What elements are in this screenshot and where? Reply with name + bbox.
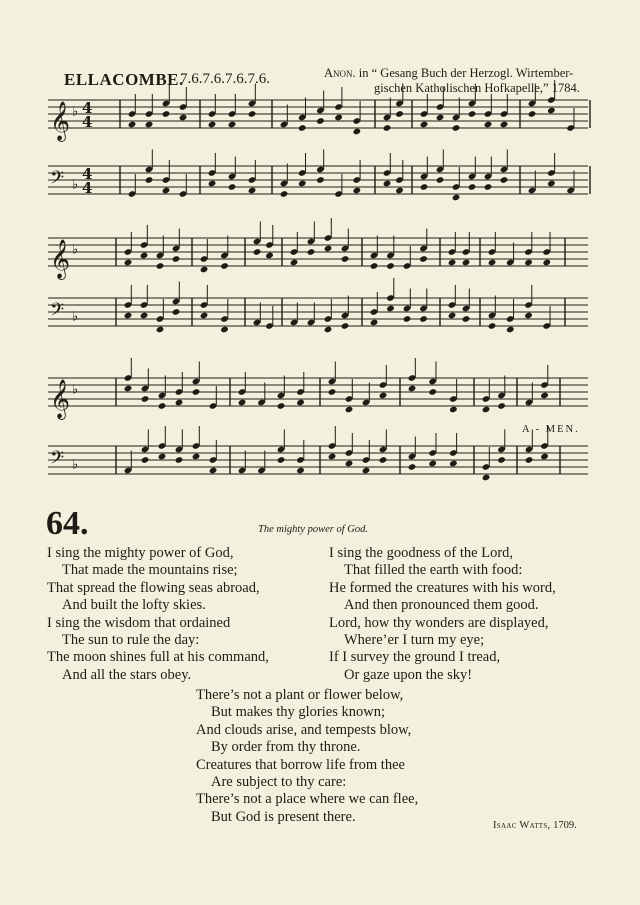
note-head	[316, 117, 325, 125]
note-head	[124, 259, 133, 267]
hymn-number: 64.	[46, 505, 89, 542]
treble-clef: 𝄞	[50, 379, 71, 419]
note-head	[370, 319, 379, 327]
attribution-line2: gischen Katholischen Hofkapelle,” 1784.	[374, 81, 580, 95]
note-head	[124, 312, 133, 320]
stanza-1	[47, 545, 269, 684]
note-head	[128, 121, 137, 129]
note-head	[290, 259, 299, 267]
hymn-author	[493, 820, 577, 831]
note-head	[307, 248, 316, 256]
note-head	[140, 252, 149, 260]
note-head	[482, 406, 491, 414]
note-head	[408, 463, 417, 471]
note-head	[228, 183, 237, 191]
tune-name: ELLACOMBE.	[64, 70, 184, 89]
note-head	[208, 121, 217, 129]
attribution-prefix: Anon.	[324, 66, 356, 80]
note-head	[208, 180, 217, 188]
note-head	[528, 110, 537, 118]
note-head	[298, 124, 307, 132]
author-name: Isaac Watts,	[493, 820, 551, 831]
note-head	[420, 121, 429, 129]
note-head	[436, 114, 445, 122]
time-signature: 4	[82, 179, 93, 197]
amen-text: A - MEN.	[522, 424, 580, 435]
bass-clef: 𝄢	[50, 168, 65, 193]
flat-sign: ♭	[72, 104, 79, 120]
note-head	[524, 259, 533, 267]
note-head	[175, 399, 184, 407]
note-head	[352, 128, 361, 136]
time-signature: 4	[82, 99, 93, 117]
verse-line: But God is present there.	[211, 808, 356, 825]
note-head	[468, 110, 477, 118]
note-head	[192, 453, 201, 461]
note-head	[172, 308, 181, 316]
verse-line: He formed the creatures with his word,	[329, 579, 556, 596]
note-head	[162, 187, 171, 195]
note-head	[500, 176, 509, 184]
note-head	[462, 259, 471, 267]
note-head	[362, 467, 371, 475]
verse-line: And clouds arise, and tempests blow,	[196, 721, 412, 738]
note-head	[449, 406, 458, 414]
verse-line: Or gaze upon the sky!	[344, 666, 473, 683]
note-head	[141, 395, 150, 403]
verse-line: By order from thy throne.	[211, 739, 361, 756]
verse-line: Are subject to thy care:	[211, 774, 347, 791]
note-head	[484, 183, 493, 191]
verse-line: There’s not a plant or flower below,	[196, 687, 404, 703]
note-head	[334, 114, 343, 122]
note-head	[328, 388, 337, 396]
note-head	[265, 252, 274, 260]
note-head	[482, 474, 491, 482]
note-head	[200, 312, 209, 320]
note-head	[448, 259, 457, 267]
note-head	[209, 467, 218, 475]
note-head	[379, 456, 388, 464]
note-head	[484, 121, 493, 129]
verse-line: I sing the mighty power of God,	[47, 545, 234, 561]
note-head	[158, 402, 167, 410]
note-head	[156, 262, 165, 270]
verse-line: Creatures that borrow life from thee	[196, 756, 405, 773]
note-head	[452, 124, 461, 132]
note-head	[124, 385, 133, 393]
note-head	[248, 110, 257, 118]
note-head	[524, 312, 533, 320]
note-head	[296, 399, 305, 407]
verse-line: I sing the goodness of the Lord,	[329, 545, 514, 561]
treble-clef: 𝄞	[50, 101, 71, 141]
flat-sign: ♭	[72, 242, 79, 258]
flat-sign: ♭	[72, 382, 79, 398]
verse-line: And all the stars obey.	[62, 666, 192, 683]
note-head	[506, 326, 515, 334]
note-head	[277, 402, 286, 410]
note-head	[386, 305, 395, 313]
note-head	[228, 121, 237, 129]
note-head	[341, 322, 350, 330]
note-head	[408, 385, 417, 393]
note-head	[403, 315, 412, 323]
flat-sign: ♭	[72, 177, 79, 193]
verse-line: That spread the flowing seas abroad,	[47, 579, 260, 596]
verse-line: The sun to rule the day:	[62, 632, 200, 649]
note-head	[277, 456, 286, 464]
note-head	[500, 121, 509, 129]
note-head	[328, 453, 337, 461]
note-head	[428, 460, 437, 468]
bass-clef: 𝄢	[50, 448, 65, 473]
note-head	[192, 388, 201, 396]
note-head	[497, 402, 506, 410]
note-head	[540, 453, 549, 461]
note-head	[162, 110, 171, 118]
note-head	[352, 187, 361, 195]
note-head	[141, 456, 150, 464]
verse-line: That filled the earth with food:	[344, 562, 523, 579]
staff-lines	[48, 99, 590, 474]
flat-sign: ♭	[72, 309, 79, 325]
note-head	[298, 180, 307, 188]
time-signature: 4	[82, 165, 93, 183]
treble-clef: 𝄞	[50, 239, 71, 279]
note-head	[420, 183, 429, 191]
verse-line: And then pronounced them good.	[344, 597, 539, 614]
time-signature: 4	[82, 113, 93, 131]
note-head	[280, 190, 289, 198]
note-head	[542, 259, 551, 267]
note-head	[370, 262, 379, 270]
stanza-3	[196, 687, 418, 826]
note-head	[179, 114, 188, 122]
note-head	[324, 245, 333, 253]
note-head	[140, 312, 149, 320]
verse-line: The moon shines full at his command,	[47, 649, 269, 666]
note-head	[497, 456, 506, 464]
note-head	[525, 456, 534, 464]
note-head	[419, 255, 428, 263]
verse-line: There’s not a place where we can flee,	[196, 791, 419, 808]
note-head	[448, 312, 457, 320]
note-head	[145, 176, 154, 184]
note-head	[238, 399, 247, 407]
note-head	[220, 326, 229, 334]
note-head	[462, 315, 471, 323]
note-head	[172, 255, 181, 263]
note-head	[395, 110, 404, 118]
note-heads	[124, 80, 575, 481]
verse-line: Lord, how thy wonders are displayed,	[329, 614, 549, 631]
note-head	[316, 176, 325, 184]
note-head	[200, 266, 209, 274]
note-head	[488, 259, 497, 267]
verse-line: But makes thy glories known;	[211, 704, 385, 721]
note-head	[345, 460, 354, 468]
author-year: 1709.	[550, 820, 577, 831]
tune-meter: 7.6.7.6.7.6.7.6.	[180, 71, 270, 87]
note-head	[253, 248, 262, 256]
verse-line: If I survey the ground I tread,	[329, 649, 501, 666]
note-head	[341, 255, 350, 263]
verse-line: Where’er I turn my eye;	[344, 632, 485, 649]
note-head	[175, 456, 184, 464]
note-head	[296, 467, 305, 475]
bass-clef: 𝄢	[50, 300, 65, 325]
note-head	[383, 124, 392, 132]
verse-line: And built the lofty skies.	[62, 597, 206, 614]
note-head	[395, 187, 404, 195]
note-head	[145, 121, 154, 129]
note-head	[248, 187, 257, 195]
note-head	[419, 315, 428, 323]
note-head	[220, 262, 229, 270]
note-head	[547, 107, 556, 115]
note-head	[452, 194, 461, 202]
note-head	[468, 183, 477, 191]
verse-line: I sing the wisdom that ordained	[47, 614, 231, 631]
note-head	[345, 406, 354, 414]
flat-sign: ♭	[72, 457, 79, 473]
note-head	[379, 392, 388, 400]
note-head	[449, 460, 458, 468]
note-head	[488, 322, 497, 330]
note-head	[428, 388, 437, 396]
verse-line: That made the mountains rise;	[62, 562, 238, 579]
note-head	[547, 180, 556, 188]
note-head	[324, 326, 333, 334]
note-head	[386, 262, 395, 270]
note-head	[540, 392, 549, 400]
stanza-2	[329, 545, 556, 684]
note-head	[156, 326, 165, 334]
note-head	[158, 453, 167, 461]
hymn-subtitle: The mighty power of God.	[258, 524, 368, 535]
note-head	[436, 176, 445, 184]
attribution-line1: in “ Gesang Buch der Herzogl. Wirtember-	[355, 66, 574, 80]
note-head	[383, 180, 392, 188]
